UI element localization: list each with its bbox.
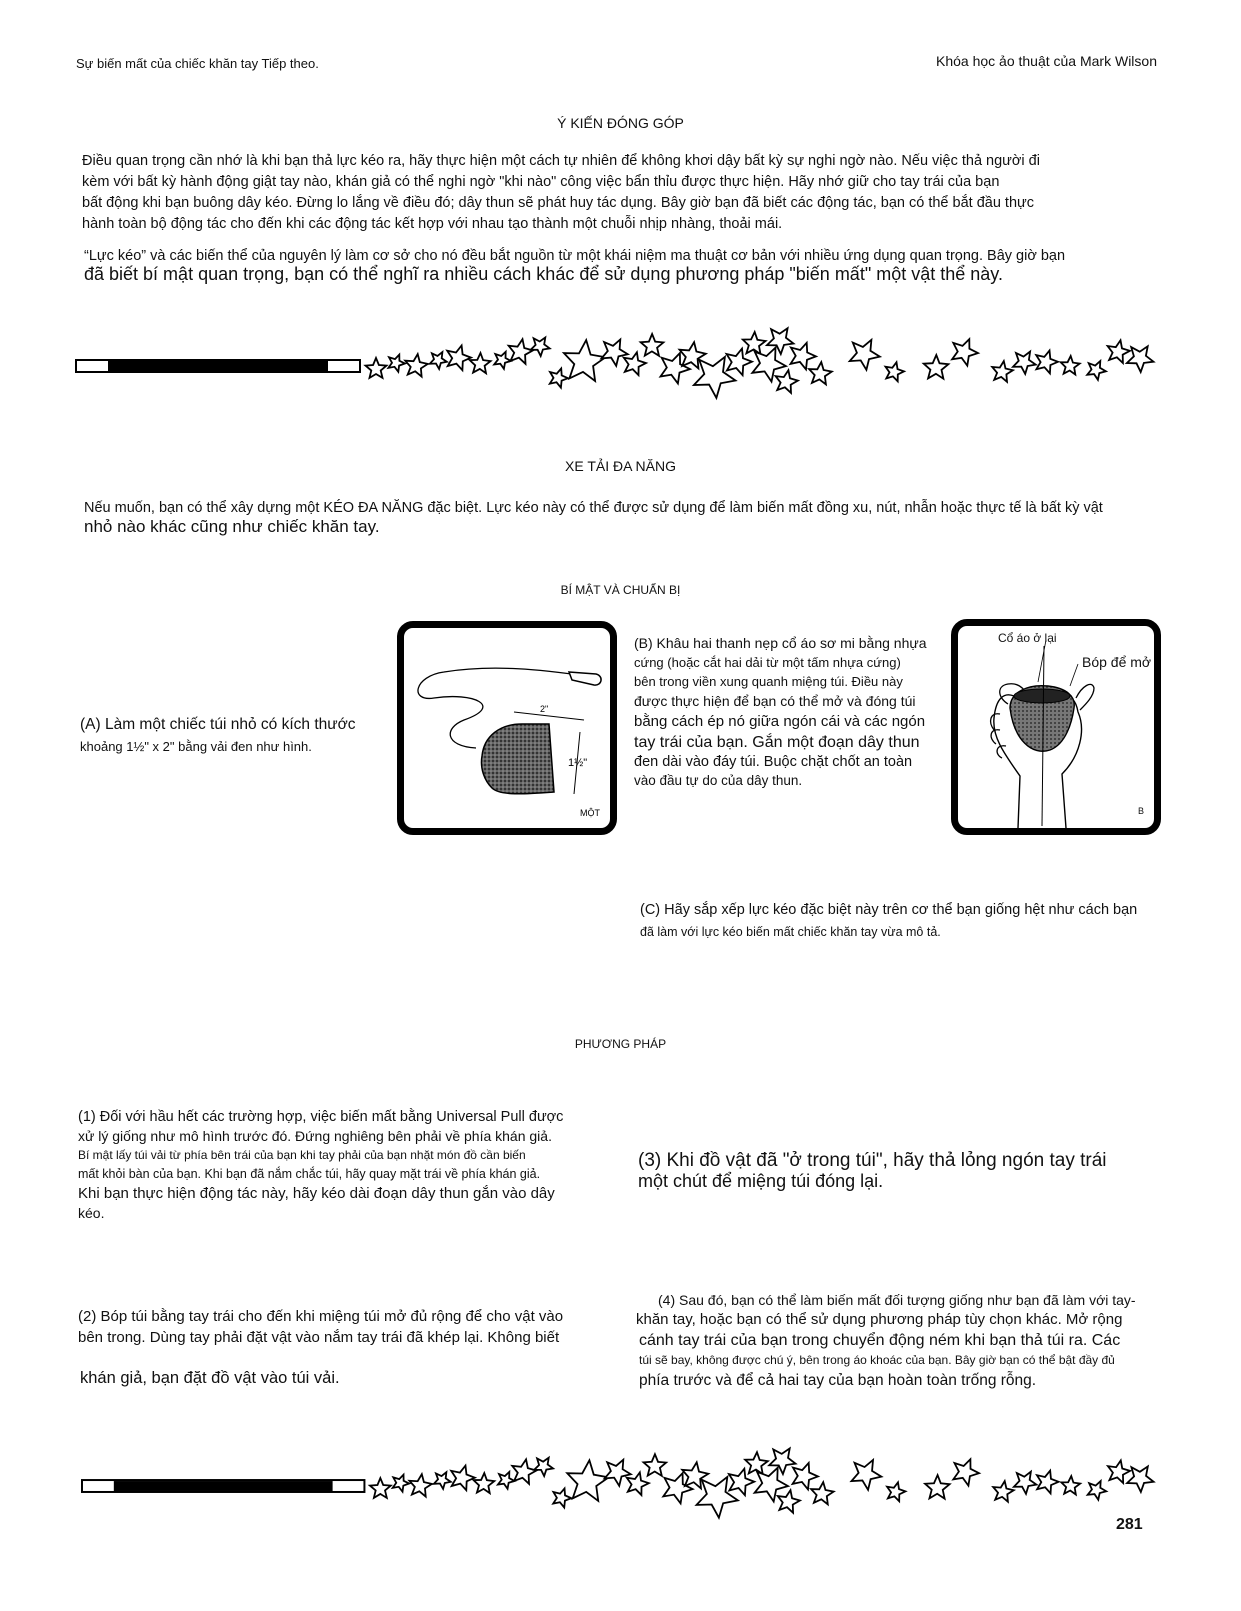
text-line: (B) Khâu hai thanh nẹp cổ áo sơ mi bằng nhựa (634, 635, 927, 651)
text-line: mất khỏi bàn của bạn. Khi bạn đã nắm chắc túi, hãy quay mặt trái về phía khán giả. (78, 1167, 541, 1181)
star-icon (512, 1459, 536, 1483)
figure-a-caption: MỘT (580, 808, 600, 818)
star-icon (1061, 356, 1080, 375)
star-icon (550, 369, 568, 388)
star-icon (627, 1472, 649, 1495)
running-header-right: Khóa học ảo thuật của Mark Wilson (935, 53, 1157, 69)
star-icon (643, 1454, 666, 1476)
star-icon (887, 1482, 905, 1501)
squeeze-label: Bóp để mở (1082, 654, 1152, 670)
star-icon (1108, 340, 1130, 363)
step-2-text (78, 1306, 618, 1348)
text-line: xử lý giống như mô hình trước đó. Đứng nghiêng bên phải về phía khán giả. (78, 1128, 552, 1144)
star-icon (366, 358, 387, 378)
star-icon (602, 340, 628, 366)
star-icon (1127, 346, 1154, 372)
text-line: (3) Khi đồ vật đã "ở trong túi", hãy thả lỏng ngón tay trái (638, 1150, 1107, 1171)
star-icon (498, 1472, 515, 1489)
star-icon (564, 340, 606, 381)
text-line: phía trước và để cả hai tay của bạn hoàn toàn trống rỗng. (639, 1372, 1037, 1389)
text-line: túi sẽ bay, không được chú ý, bên trong áo khoác của bạn. Bây giờ bạn có thể bật đầy đủ (639, 1353, 1115, 1367)
star-icon (553, 1488, 571, 1507)
feedback-paragraph-2-line-2: đã biết bí mật quan trọng, bạn có thể nghĩ ra nhiều cách khác để sử dụng phương pháp "biến mất" một vật thể này. (84, 264, 1003, 284)
star-icon (470, 353, 491, 373)
text-line: Bí mật lấy túi vải từ phía bên trái của bạn khi tay phải của bạn nhặt món đồ cần biến (78, 1148, 526, 1162)
star-icon (992, 361, 1013, 382)
star-icon (925, 1475, 950, 1499)
star-icon (793, 1463, 818, 1489)
text-line: (2) Bóp túi bằng tay trái cho đến khi miệng túi mở đủ rộng để cho vật vào (78, 1308, 564, 1325)
star-icon (809, 362, 832, 384)
black-cloth-pouch (481, 724, 554, 794)
star-icon (605, 1460, 631, 1486)
star-icon (1061, 1476, 1080, 1494)
secret-heading: BÍ MẬT VÀ CHUẨN BỊ (560, 583, 681, 597)
step-3-text (638, 1151, 1178, 1191)
text-line: kèm với bất kỳ hành động giật tay nào, khán giả có thể nghi ngờ "khi nào" công việc bẩn thỉu được thực hiện. Hãy nhớ giữ cho tay trái của bạn (82, 174, 1000, 190)
text-line: (1) Đối với hầu hết các trường hợp, việc biến mất bằng Universal Pull được (78, 1109, 564, 1125)
star-icon (434, 1472, 451, 1489)
step-1-text (78, 1107, 618, 1223)
star-icon (1088, 1481, 1107, 1500)
star-icon (850, 340, 880, 370)
star-icon (567, 1460, 608, 1501)
star-icon (447, 346, 471, 371)
feedback-paragraph-2-line-1: “Lực kéo” và các biến thể của nguyên lý làm cơ sở cho nó đều bắt nguồn từ một khái niệm ma thuật cơ bản với nhiều ứng dụng quan trọng. Bây giờ bạn (84, 248, 1066, 264)
squeeze-leader (1070, 664, 1078, 686)
text-line: (4) Sau đó, bạn có thể làm biến mất đối tượng giống như bạn đã làm với tay- (658, 1292, 1136, 1308)
star-icon (1087, 361, 1106, 380)
text-line: tay trái của bạn. Gắn một đoạn dây thun (634, 734, 920, 751)
star-icon (370, 1478, 391, 1498)
star-icon (811, 1482, 834, 1504)
star-divider-graphic (74, 322, 1170, 414)
figure-b-hand (951, 619, 1161, 835)
text-line: được thực hiện để bạn có thể mở và đóng túi (634, 693, 916, 709)
star-icon (388, 355, 405, 372)
text-line: Điều quan trọng cần nhớ là khi bạn thả lực kéo ra, hãy thực hiện một cách tự nhiên để không khơi dậy bất kỳ sự nghi ngờ nào. Nếu việc thả người đi (82, 153, 1040, 169)
star-icon (791, 343, 817, 370)
star-icon (509, 339, 533, 364)
text-line: bên trong. Dùng tay phải đặt vật vào nắm tay trái đã khép lại. Không biết (78, 1329, 560, 1346)
page-number: 281 (1116, 1516, 1143, 1533)
star-icon (769, 1448, 795, 1474)
collar-label: Cổ áo ở lại (998, 631, 1057, 645)
star-icon (851, 1460, 881, 1490)
feedback-heading: Ý KIẾN ĐÓNG GÓP (557, 115, 684, 131)
star-icon (778, 1490, 800, 1513)
star-icon (1127, 1466, 1153, 1492)
star-icon (1037, 1471, 1059, 1494)
star-icon (697, 1477, 738, 1518)
star-icon (776, 370, 798, 393)
star-divider-graphic (80, 1442, 1170, 1534)
star-icon (430, 352, 447, 369)
finger-squeeze (1076, 684, 1094, 710)
star-icon (451, 1466, 475, 1491)
universal-line-2: nhỏ nào khác cũng như chiếc khăn tay. (84, 517, 380, 536)
star-icon (531, 338, 550, 357)
star-icon (924, 355, 949, 379)
divider-bar-fill (114, 1481, 333, 1491)
dim-height-label: 1½" (568, 757, 588, 769)
text-line: bằng cách ép nó giữa ngón cái và các ngón (634, 713, 926, 730)
text-line: bên trong viền xung quanh miệng túi. Điều này (634, 674, 903, 689)
step-a-line-1: (A) Làm một chiếc túi nhỏ có kích thước (80, 716, 356, 733)
star-icon (694, 357, 736, 398)
universal-line-1: Nếu muốn, bạn có thể xây dựng một KÉO ĐA NĂNG đặc biệt. Lực kéo này có thể được sử dụng để làm biến mất đồng xu, nút, nhẫn hoặc thực tế là bất kỳ vật (84, 500, 1103, 516)
star-icon (534, 1458, 553, 1476)
figure-b-caption: B (1138, 806, 1145, 816)
star-icon (1013, 352, 1036, 374)
step-a-line-2: khoảng 1½" x 2" bằng vải đen như hình. (80, 739, 312, 754)
text-line: bất động khi bạn buông dây kéo. Đừng lo lắng về điều đó; dây thun sẽ phát huy tác dụng. Bây giờ bạn đã biết các động tác, bạn có thể bắt đầu thực (82, 195, 1034, 211)
feedback-paragraph-1 (82, 151, 1182, 235)
star-icon (494, 352, 511, 369)
step-4-text (636, 1290, 1176, 1391)
step-2-end: khán giả, bạn đặt đồ vật vào túi vải. (80, 1369, 340, 1387)
star-icon (886, 362, 905, 381)
text-line: cánh tay trái của bạn trong chuyển động ném khi bạn thả túi ra. Các (639, 1332, 1121, 1349)
divider-bar-fill (108, 361, 328, 371)
pouch-mouth (1014, 689, 1070, 703)
step-c-line-1: (C) Hãy sắp xếp lực kéo đặc biệt này trên cơ thể bạn giống hệt như cách bạn (640, 902, 1138, 918)
safety-pin-icon (569, 672, 601, 685)
text-line: một chút để miệng túi đóng lại. (638, 1171, 884, 1191)
text-line: kéo. (78, 1205, 105, 1221)
star-icon (993, 1481, 1014, 1502)
step-b-text (634, 633, 952, 789)
text-line: hành toàn bộ động tác cho đến khi các động tác kết hợp với nhau tạo thành một chuỗi nhịp nhàng, thoải mái. (82, 216, 783, 232)
dim-width-label: 2" (540, 704, 549, 714)
text-line: cứng (hoặc cắt hai dải từ một tấm nhựa cứng) (634, 655, 901, 670)
star-icon (952, 339, 978, 366)
star-icon (393, 1475, 410, 1492)
star-icon (767, 328, 794, 354)
star-icon (405, 354, 428, 377)
star-divider-bottom (80, 1442, 1170, 1534)
text-line: Khi bạn thực hiện động tác này, hãy kéo dài đoạn dây thun gắn vào dây (78, 1185, 555, 1202)
pouch-illustration (404, 628, 610, 828)
star-icon (474, 1473, 495, 1493)
text-line: khăn tay, hoặc bạn có thể sử dụng phương pháp tùy chọn khác. Mở rộng (636, 1311, 1123, 1328)
star-icon (1036, 351, 1058, 374)
star-icon (1108, 1460, 1130, 1483)
star-icon (953, 1459, 979, 1485)
star-icon (624, 352, 646, 375)
text-line: đen dài vào đáy túi. Buộc chặt chốt an toàn (634, 754, 913, 770)
step-c-line-2: đã làm với lực kéo biến mất chiếc khăn tay vừa mô tả. (640, 925, 941, 939)
method-heading: PHƯƠNG PHÁP (574, 1037, 667, 1051)
star-icon (641, 334, 664, 356)
dim-line-width (514, 712, 584, 720)
star-icon (1014, 1472, 1037, 1494)
star-divider-top (74, 322, 1170, 414)
figure-a-pouch (397, 621, 617, 835)
collar-leader (1038, 640, 1046, 682)
running-header-left: Sự biến mất của chiếc khăn tay Tiếp theo. (76, 56, 319, 71)
star-icon (409, 1474, 431, 1496)
universal-heading: XE TẢI ĐA NĂNG (565, 458, 676, 474)
text-line: vào đầu tự do của dây thun. (634, 773, 803, 788)
